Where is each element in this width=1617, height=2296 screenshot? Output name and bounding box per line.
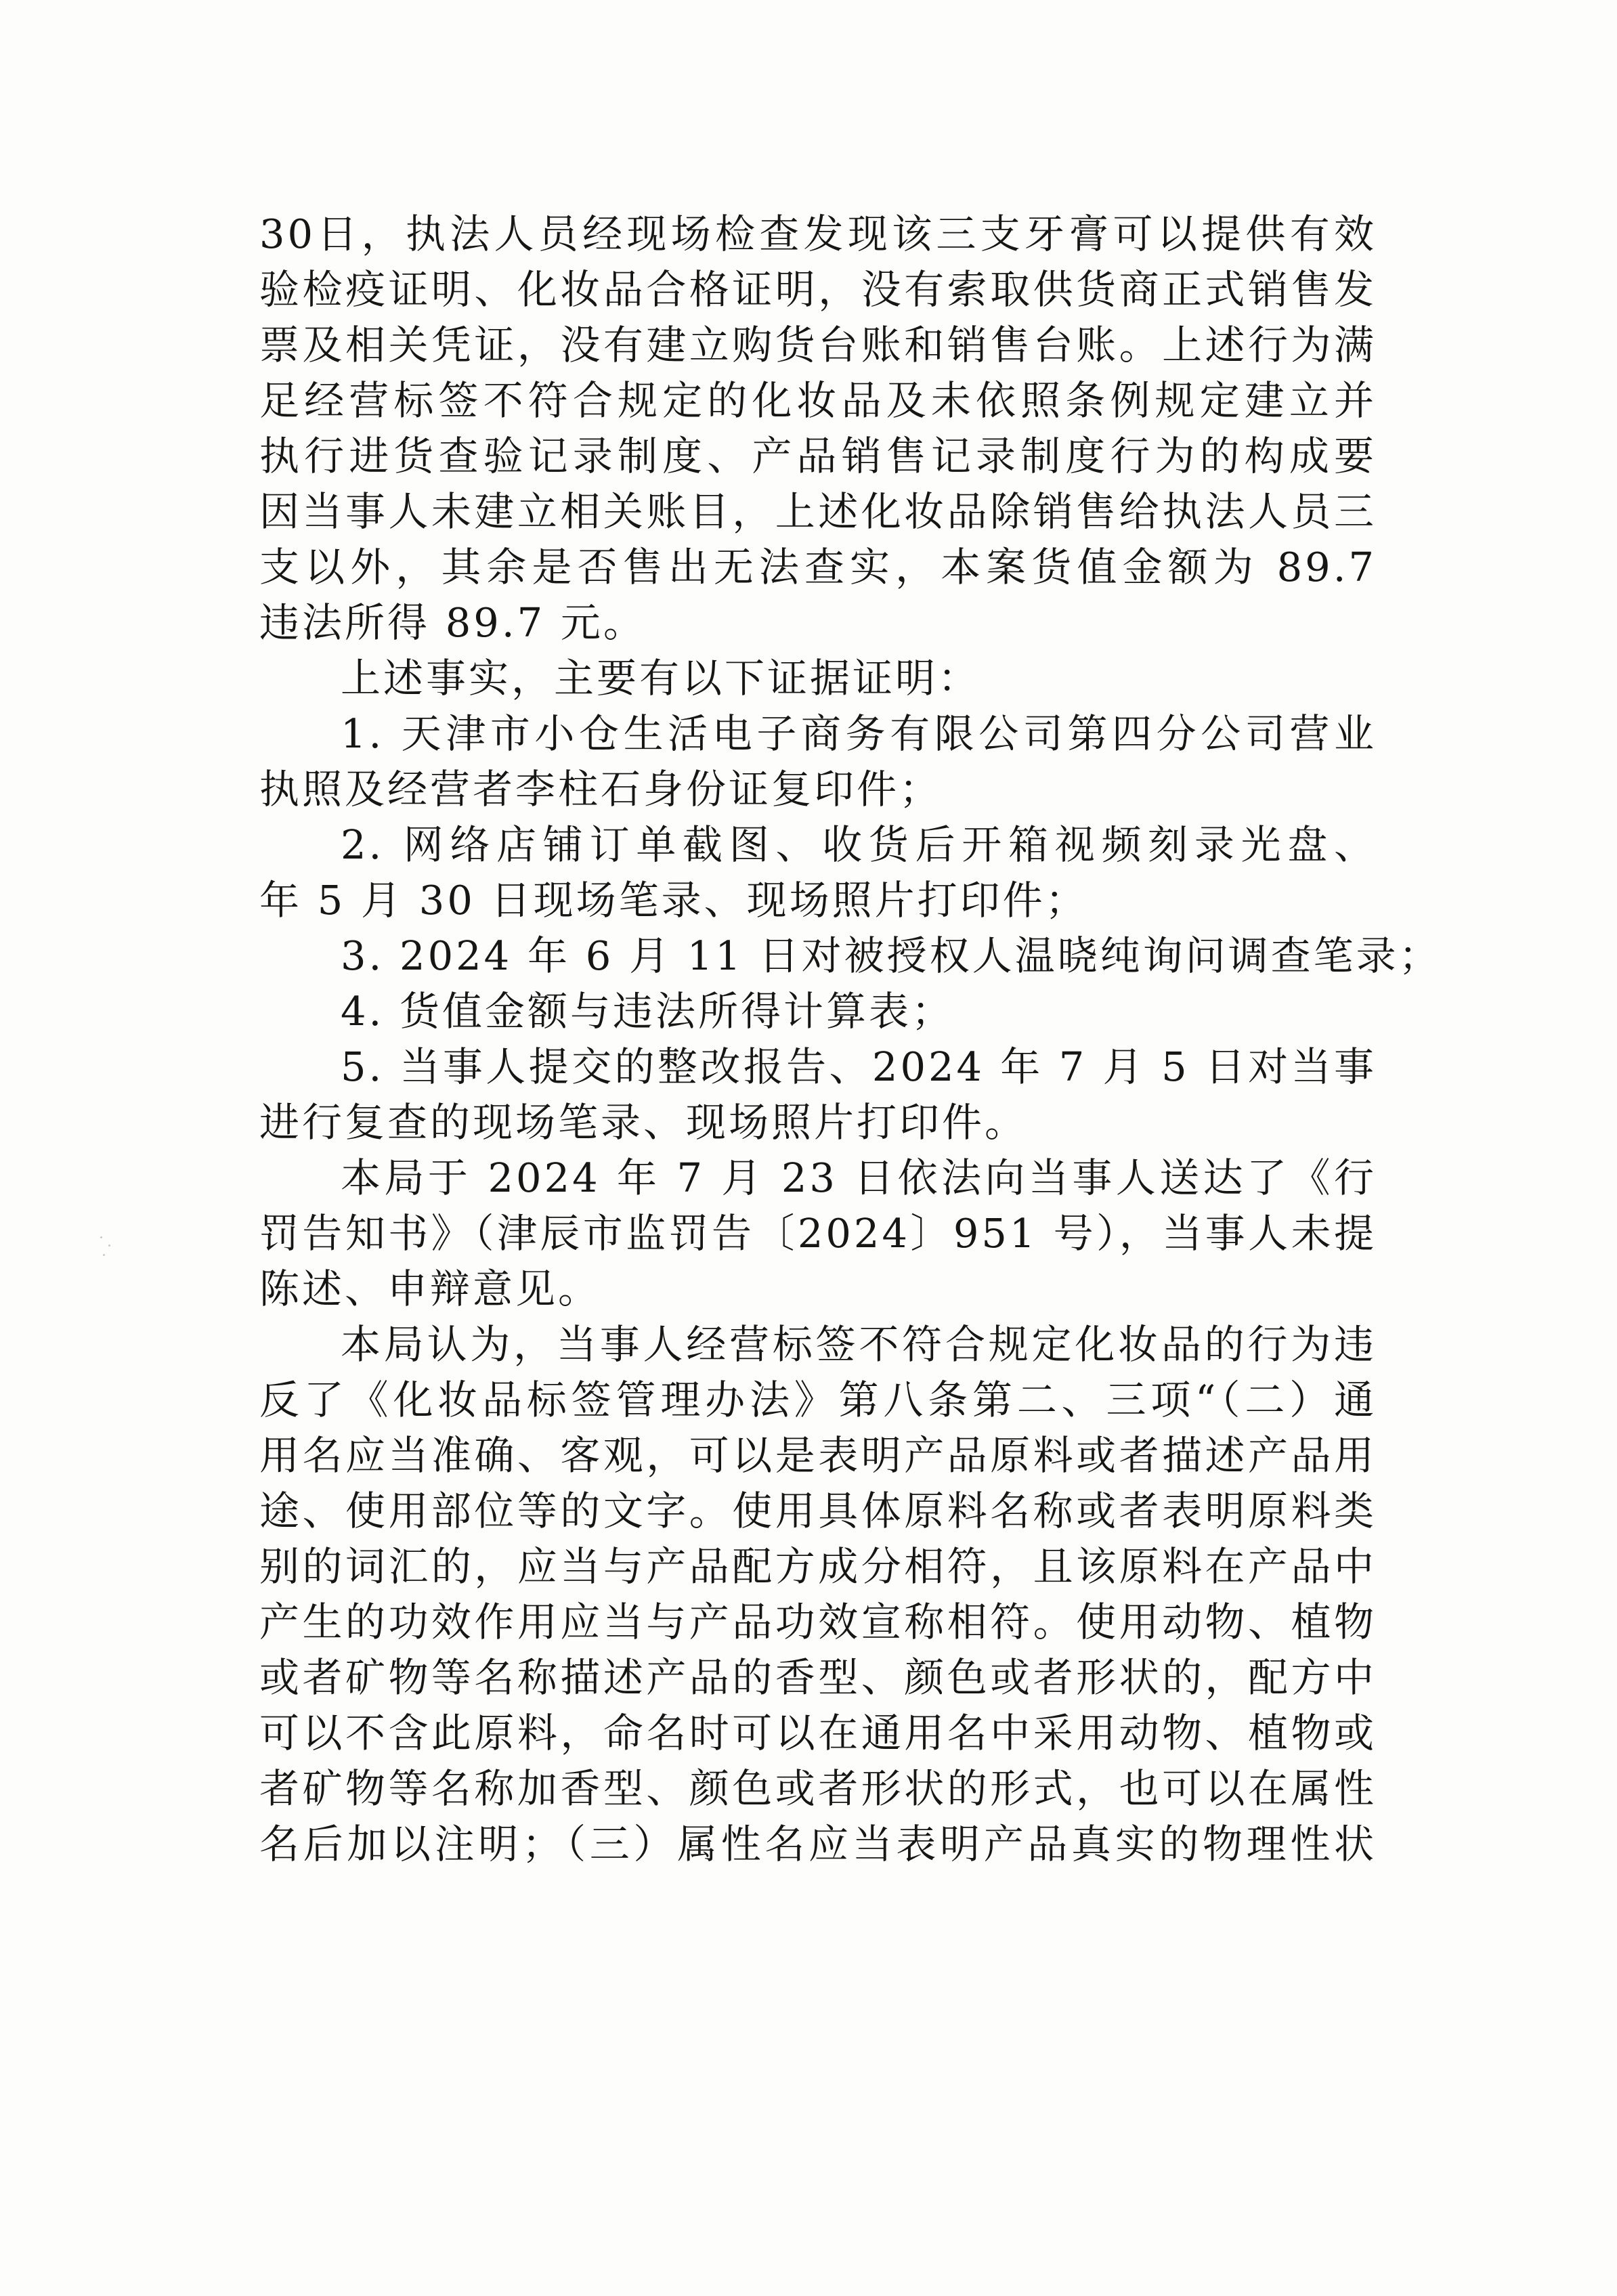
- text-line: 2. 网络店铺订单截图、收货后开箱视频刻录光盘、: [341, 821, 1377, 868]
- text-line: 本局认为，当事人经营标签不符合规定化妆品的行为违: [341, 1321, 1377, 1368]
- text-line: 产生的功效作用应当与产品功效宣称相符。使用动物、植物: [259, 1599, 1377, 1645]
- text-line: 别的词汇的，应当与产品配方成分相符，且该原料在产品中: [259, 1543, 1377, 1590]
- scan-speck: [100, 1236, 102, 1238]
- text-line: 或者矿物等名称描述产品的香型、颜色或者形状的，配方中: [259, 1654, 1377, 1701]
- text-line: 4. 货值金额与违法所得计算表；: [341, 988, 955, 1035]
- text-line: 30日，执法人员经现场检查发现该三支牙膏可以提供有效: [259, 211, 1377, 257]
- scan-speck: [103, 1254, 105, 1256]
- scan-speck: [108, 1244, 110, 1247]
- text-line: 上述事实，主要有以下证据证明：: [341, 655, 981, 701]
- text-line: 执照及经营者李柱石身份证复印件；: [259, 766, 943, 813]
- text-line: 反了《化妆品标签管理办法》第八条第二、三项“（二）通: [259, 1377, 1377, 1423]
- text-line: 违法所得 89.7 元。: [259, 599, 646, 646]
- text-line: 3. 2024 年 6 月 11 日对被授权人温晓纯询问调查笔录；: [341, 932, 1442, 979]
- text-line: 进行复查的现场笔录、现场照片打印件。: [259, 1099, 1028, 1146]
- text-line: 票及相关凭证，没有建立购货台账和销售台账。上述行为满: [259, 322, 1377, 368]
- document-body: [259, 207, 1442, 1872]
- text-line: 本局于 2024 年 7 月 23 日依法向当事人送达了《行: [341, 1154, 1377, 1201]
- text-line: 途、使用部位等的文字。使用具体原料名称或者表明原料类: [259, 1488, 1377, 1534]
- text-line: 5. 当事人提交的整改报告、2024 年 7 月 5 日对当事: [341, 1043, 1377, 1090]
- text-line: 支以外，其余是否售出无法查实，本案货值金额为 89.7: [259, 544, 1377, 590]
- text-line: 罚告知书》（津辰市监罚告〔2024〕951 号），当事人未提: [259, 1210, 1377, 1257]
- text-line: 验检疫证明、化妆品合格证明，没有索取供货商正式销售发: [259, 266, 1377, 313]
- text-line: 因当事人未建立相关账目，上述化妆品除销售给执法人员三: [259, 488, 1377, 535]
- text-line: 陈述、申辩意见。: [259, 1265, 601, 1312]
- text-line: 执行进货查验记录制度、产品销售记录制度行为的构成要: [259, 433, 1377, 479]
- text-line: 可以不含此原料，命名时可以在通用名中采用动物、植物或: [259, 1710, 1377, 1756]
- text-line: 1. 天津市小仓生活电子商务有限公司第四分公司营业: [341, 710, 1377, 757]
- text-line: 者矿物等名称加香型、颜色或者形状的形式，也可以在属性: [259, 1765, 1377, 1812]
- text-line: 年 5 月 30 日现场笔录、现场照片打印件；: [259, 877, 1088, 924]
- text-line: 足经营标签不符合规定的化妆品及未依照条例规定建立并: [259, 377, 1377, 424]
- text-line: 用名应当准确、客观，可以是表明产品原料或者描述产品用: [259, 1432, 1377, 1479]
- text-line: 名后加以注明；（三）属性名应当表明产品真实的物理性状: [259, 1821, 1377, 1867]
